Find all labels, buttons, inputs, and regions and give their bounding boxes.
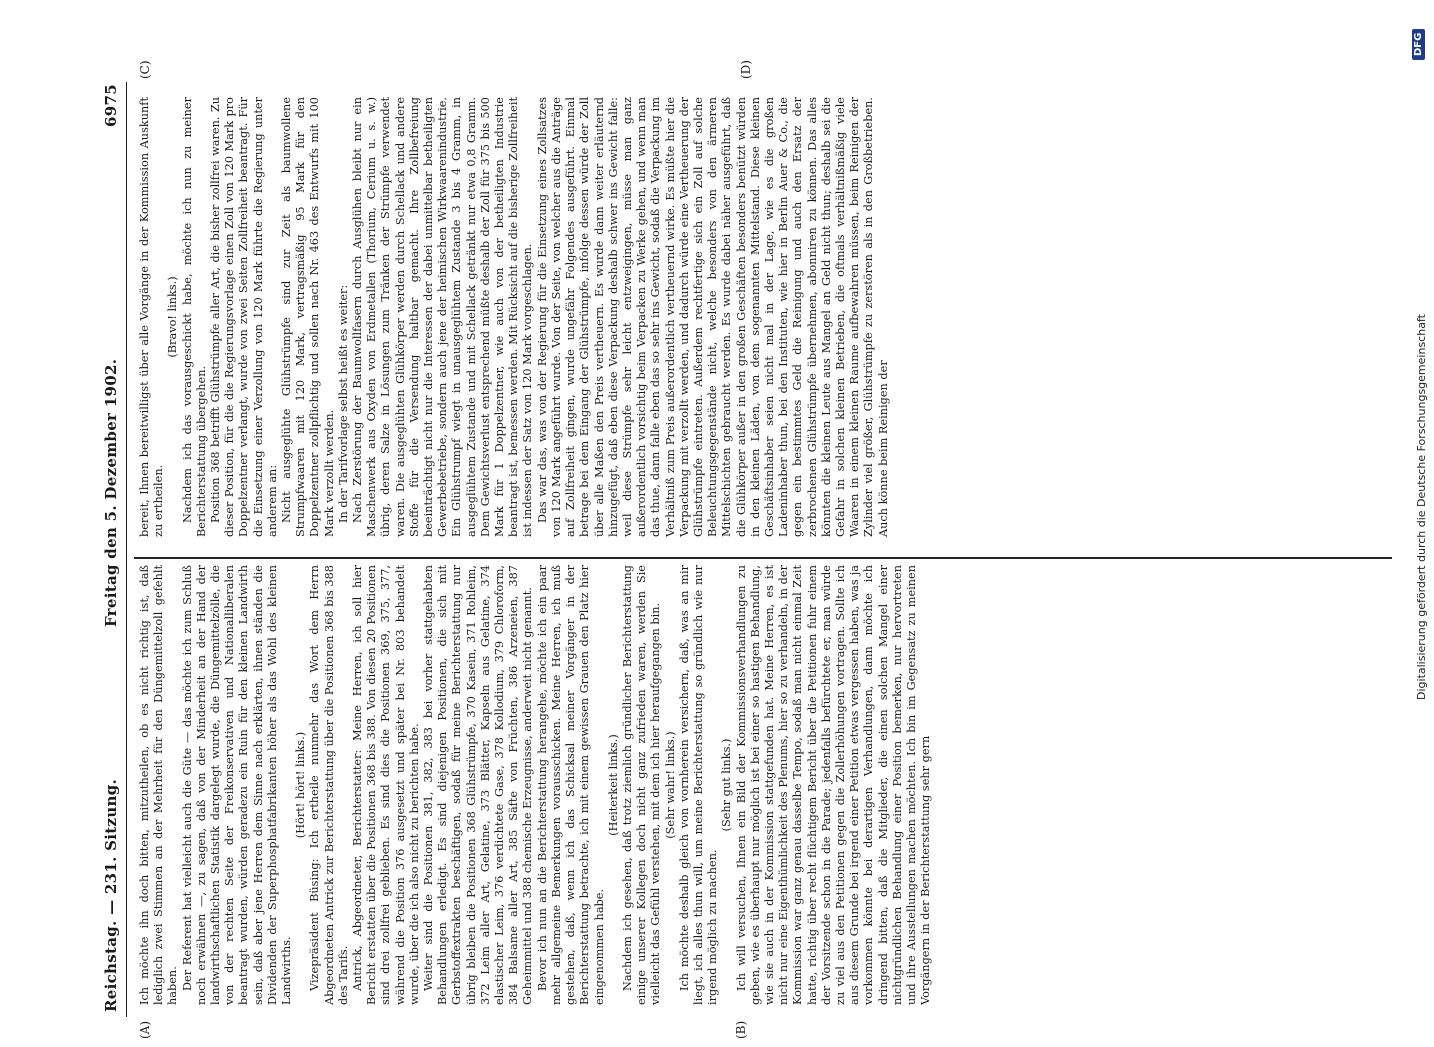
paragraph: Position 368 betrifft Glühstrümpfe aller Art, die bisher zollfrei waren. Zu dieser Position, für die die Regierungsvorlage einen Zoll von 120 Mark pro Doppelzentner verlangt, wurde von zwei Seiten Zollfreiheit beantragt. Für die Einsetzung einer Verzollung von 120 Mark führte die Regierung unter anderem an:	[209, 97, 279, 537]
newspaper-page	[94, 47, 1414, 1047]
digitization-credit	[1407, 0, 1434, 1000]
margin-marker-d: (D)	[739, 60, 753, 79]
interjection: (Heiterkeit links.)	[606, 734, 620, 836]
dfg-logo: DFG	[1412, 29, 1425, 60]
quote-paragraph: Nicht ausgeglühte Glühstrümpfe sind zur Zeit als baumwollene Strumpfwaaren mit 120 Mark, vertragsmäßig 95 Mark für den Doppelzentner zollpflichtig und sollen nach Nr. 463 des Entwurfs mit 100 Mark verzollt werden.	[280, 97, 336, 537]
page-header	[94, 47, 122, 1047]
paragraph: Bevor ich nun an die Berichterstattung herangehe, möchte ich ein paar mehr allgemeine Bemerkungen vorausschicken. Meine Herren, ich muß gestehen, daß, wenn ich das Schicksal meiner Vorgänger in der Berichterstattung betrachte, ich mit einem gewissen Grauen den Platz hier eingenommen habe.	[535, 565, 606, 1005]
header-left: Reichstag. — 231. Sitzung.	[102, 778, 120, 1012]
paragraph: Vizepräsident Büsing: Ich ertheile nunmehr das Wort dem Herrn Abgeordneten Antrick zur Berichterstattung über die Positionen 368 bis 388 des Tarifs.	[308, 565, 350, 1005]
paragraph: bereit, Ihnen bereitwilligst über alle Vorgänge in der Kommission Auskunft zu ertheilen.	[138, 97, 166, 537]
header-date: Freitag den 5. Dezember 1902.	[102, 358, 120, 627]
right-column	[138, 97, 1388, 537]
paragraph: Ich will versuchen, Ihnen ein Bild der Kommissionsverhandlungen zu geben, wie es überhaupt nur möglich ist bei einer so hastigen Behandlung, wie sie auch in der Kommission stattgefunden hat. Meine Herren, es ist nicht nur eine Eigenthümlichkeit des Plenums, hier so zu verhandeln, in der Kommission war ganz genau dasselbe Tempo, sodaß man nicht einmal Zeit hatte, richtig über recht flüchtigem Bericht über die Petitionen fuhr einem der Vorsitzende schon in die Parade; jedenfalls befürchtete er, man würde zu viel aus den Petitionen gegen die Zollerhöhungen vortragen. Sollte ich aus diesem Grunde bei irgend einer Petition etwas vergessen haben, was ja vorkommen könnte bei derartigen Verhandlungen, dann möchte ich dringend bitten, daß die Mitglieder, die einen solchen Mangel einer nichtgründlichen Behandlung einer Position bemerken, nur hervortreten und ihre Ausstellungen machen möchten. Ich bin im Gegensatz zu meinen Vorgängern in der Berichterstattung sehr gern	[734, 565, 933, 1005]
paragraph: In der Tarifvorlage selbst heißt es weiter:	[336, 284, 350, 523]
paragraph: Weiter sind die Positionen 381, 382, 383 bei vorher stattgehabten Behandlungen erledigt. Es sind diejenigen Positionen, die sich mit Gerbstoffextrakten beschäftigen, sodaß für meine Berichterstattung nur übrig bleiben die Positionen 368 Glühstrümpfe, 370 Kasein, 371 Rohleim, 372 Leim aller Art, Gelatine, 373 Blätter, Kapseln aus Gelatine, 374 elastischer Leim, 376 verdichtete Gase, 378 Kollodium, 379 Chloroform, 384 Balsame aller Art, 385 Säfte von Früchten, 386 Arzeneien, 387 Geheimmittel und 388 chemische Erzeugnisse, anderweit nicht genannt.	[422, 565, 535, 1005]
left-column	[138, 565, 1388, 1005]
interjection: (Hört! hört! links.)	[294, 731, 308, 839]
margin-marker-b: (B)	[734, 1020, 748, 1039]
header-rule	[126, 82, 127, 1017]
interjection: (Sehr wahr! links.)	[663, 731, 677, 839]
paragraph: Ich möchte ihn doch bitten, mitzutheilen, ob es nicht richtig ist, daß lediglich zwei Stimmen an der Mehrheit für den Düngemittelzoll gefehlt haben.	[138, 565, 180, 1005]
column-rule	[134, 557, 1392, 559]
paragraph: Nachdem ich gesehen, daß trotz ziemlich gründlicher Berichterstattung einige unserer Kollegen doch nicht ganz zufrieden waren, werden Sie vielleicht das Gefühl verstehen, mit dem ich hier heraufgegangen bin.	[620, 565, 663, 1005]
quote-paragraph: Nach Zerstörung der Baumwollfasern durch Ausglühen bleibt nur ein Maschenwerk aus Oxyden von Erdmetallen (Thorium, Cerium u. s. w.) übrig, deren Salze in Lösungen zum Tränken der Strümpfe verwendet waren. Die ausgeglühten Glühkörper werden durch Schellack und andere Stoffe für die Versendung haltbar gemacht. Ihre Zollbefreiung beeinträchtigt nicht nur die Interessen der dabei unmittelbar betheiligten Gewerbebetriebe, sondern auch jene der heimischen Wirkwaarenindustrie. Ein Glühstrumpf wiegt in unausgeglühtem Zustande 3 bis 4 Gramm, in ausgeglühtem Zustande und mit Schellack getränkt nur etwa 0,8 Gramm. Dem Gewichtsverlust entsprechend müßte deshalb der Zoll für 375 bis 500 Mark für 1 Doppelzentner, wie auch von der betheiligten Industrie beantragt ist, bemessen werden. Mit Rücksicht auf die bisherige Zollfreiheit ist indessen der Satz von 120 Mark vorgeschlagen.	[351, 97, 535, 537]
paragraph: Das war das, was von der Regierung für die Einsetzung eines Zollsatzes von 120 Mark angeführt wurde. Von der Seite, von welcher aus die Anträge auf Zollfreiheit gingen, wurde ungefähr Folgendes ausgeführt. Einmal betrage bei dem Eingang der Glühstrümpfe, infolge dessen würde der Zoll über alle Maßen den Preis vertheuern. Es wurde dann weiter erläuternd hinzugefügt, daß eben diese Verpackung deshalb schwer ins Gewicht falle: weil diese Strümpfe sehr leicht entzweigingen, müsse man ganz außerordentlich vorsichtig beim Verpacken zu Werke gehen, und wenn man das thue, dann falle eben das so sehr ins Gewicht, sodaß die Verpackung im Verhältniß zum Preis außerordentlich vertheuernd wirke. Es müßte hier die Verpackung mit verzollt werden, und dadurch würde eine Vertheuerung der Glühstrümpfe eintreten. Außerdem rechtfertige sich ein Zoll auf solche Beleuchtungsgegenstände nicht, welche besonders von den ärmeren Mittelschichten gebraucht werden. Es wurde dabei näher ausgeführt, daß die Glühkörper außer in den großen Geschäften besonders benützt würden in den kleinen Läden, von dem sogenannten Mittelstand. Diese kleinen Geschäftsinhaber seien nicht mal in der Lage, wie es die großen Ladeninhaber thun, bei den Instituten, wie hier in Berlin Auer & Co., die gegen ein bestimmtes Geld die Reinigung und auch den Ersatz der zerbrochenen Glühstrümpfe übernehmen, abonniren zu können. Das alles könnten die kleinen Leute aus Mangel an Geld nicht thun; deshalb sei die Gefahr in solchen kleinen Betrieben, die oftmals verhältnißmäßig viele Waaren in einem kleinen Raume aufbewahren müssen, beim Reinigen der Zylinder viel größer, Glühstrümpfe zu zerstören als in den Großbetrieben. Auch könne beim Reinigen der	[535, 97, 890, 537]
interjection: (Bravo! links.)	[166, 276, 180, 358]
interjection: (Sehr gut links.)	[720, 738, 734, 832]
credit-text: Digitalisierung gefördert durch die Deutsche Forschungsgemeinschaft	[1415, 314, 1428, 700]
paragraph: Der Referent hat vielleicht auch die Güte — das möchte ich zum Schluß noch erwähnen —, zu sagen, daß von der Minderheit an der Hand der landwirthschaftlichen Statistik dargelegt wurde, die Düngemittelzölle, die von der rechten Seite der Freikonservativen und Nationalliberalen beantragt wurden, würden geradezu ein Ruin für den kleinen Landwirth sein, daß aber jene Herren dem Sinne nach erklärten, ihnen ständen die Dividenden der Superphosphatfabrikanten höher als das Wohl des kleinen Landwirths.	[180, 565, 294, 1005]
page-number: 6975	[102, 84, 120, 127]
paragraph: Ich möchte deshalb gleich von vornherein versichern, daß, was an mir liegt, ich alles thun will, um meine Berichterstattung so gründlich wie nur irgend möglich zu machen.	[677, 565, 720, 1005]
paragraph: Antrick, Abgeordneter, Berichterstatter: Meine Herren, ich soll hier Bericht erstatten über die Positionen 368 bis 388. Von diesen 20 Positionen sind drei zollfrei geblieben. Es sind dies die Positionen 369, 375, 377, während die Position 376 ausgesetzt und später bei Nr. 803 behandelt wurde, über die ich also nicht zu berichten habe.	[351, 565, 421, 1005]
paragraph: Nachdem ich das vorausgeschickt habe, möchte ich nun zu meiner Berichterstattung übergehen.	[180, 97, 208, 537]
margin-marker-c: (C)	[138, 60, 152, 79]
margin-marker-a: (A)	[138, 1020, 152, 1039]
